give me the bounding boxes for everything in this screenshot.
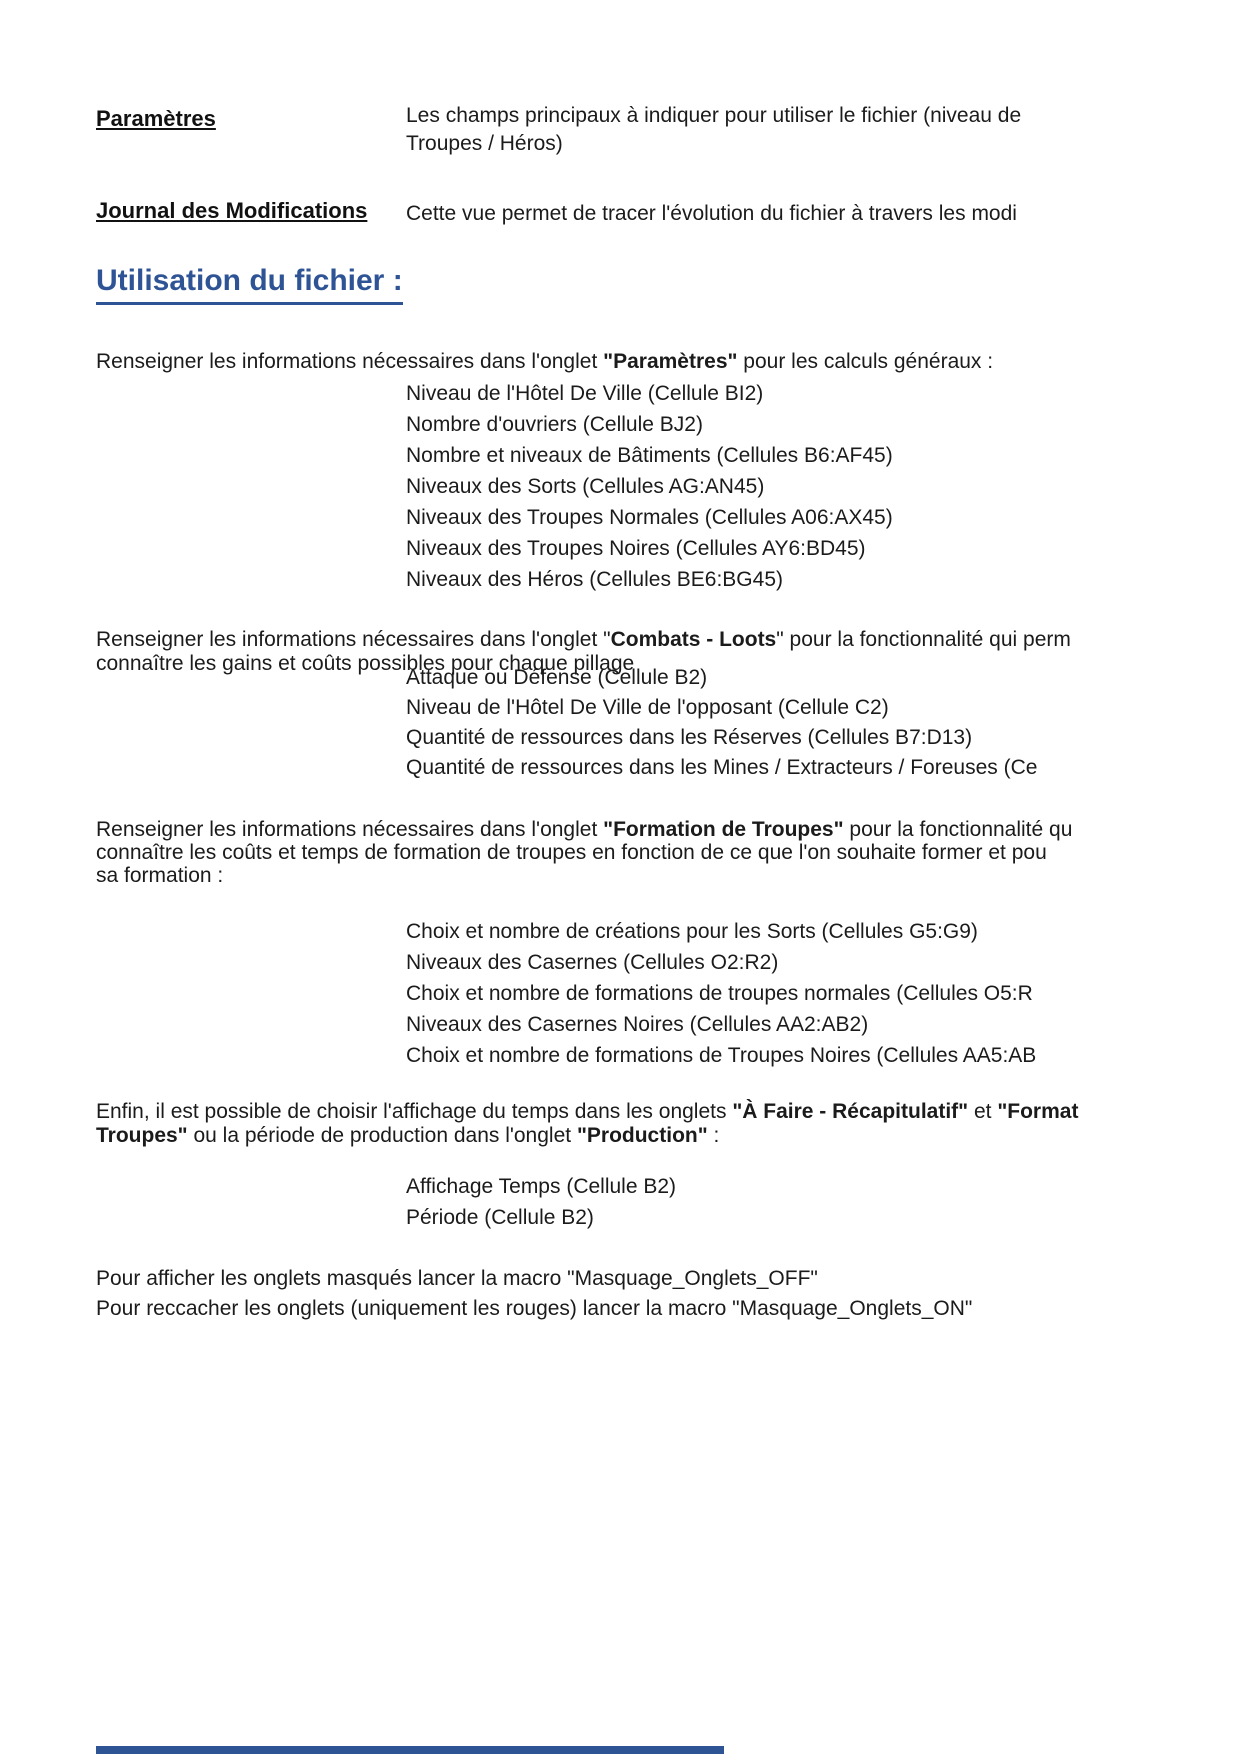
paragraph-formation-troupes	[96, 818, 1072, 887]
list-item: Quantité de ressources dans les Réserves (Cellules B7:D13)	[406, 726, 973, 749]
section-heading-wrap	[96, 262, 403, 305]
list-item: Nombre et niveaux de Bâtiments (Cellules B6:AF45)	[406, 444, 893, 467]
description-line: Les champs principaux à indiquer pour utiliser le fichier (niveau de	[406, 104, 1022, 127]
description-parametres	[406, 102, 1021, 158]
list-item: Niveaux des Casernes (Cellules O2:R2)	[406, 951, 779, 974]
paragraph-line-clipped: connaître les gains et coûts possibles pour chaque pillage	[96, 652, 635, 675]
list-item: Niveaux des Héros (Cellules BE6:BG45)	[406, 568, 783, 591]
paragraph-line: Renseigner les informations nécessaires dans l'onglet "Paramètres" pour les calculs généraux :	[96, 350, 994, 373]
paragraph-line: Troupes" ou la période de production dans l'onglet "Production" :	[96, 1124, 720, 1147]
list-item: Niveaux des Troupes Noires (Cellules AY6:BD45)	[406, 537, 866, 560]
list-item: Niveaux des Troupes Normales (Cellules A06:AX45)	[406, 506, 893, 529]
list-item: Quantité de ressources dans les Mines / Extracteurs / Foreuses (Ce	[406, 756, 1038, 779]
paragraph-line: connaître les coûts et temps de formation de troupes en fonction de ce que l'on souhaite former et pou	[96, 841, 1047, 864]
section-heading: Utilisation du fichier :	[96, 262, 403, 305]
list-combats-loots	[406, 663, 1037, 783]
list-item: Choix et nombre de créations pour les Sorts (Cellules G5:G9)	[406, 920, 978, 943]
paragraph-line: Enfin, il est possible de choisir l'affichage du temps dans les onglets "À Faire - Récapitulatif" et "Format	[96, 1100, 1079, 1123]
paragraph-combats-loots	[96, 628, 1071, 675]
list-item: Niveaux des Sorts (Cellules AG:AN45)	[406, 475, 765, 498]
paragraph-line: sa formation :	[96, 864, 224, 887]
description-line: Troupes / Héros)	[406, 132, 563, 155]
description-line: Cette vue permet de tracer l'évolution du fichier à travers les modi	[406, 202, 1017, 225]
macro-line: Pour reccacher les onglets (uniquement les rouges) lancer la macro "Masquage_Onglets_ON"	[96, 1297, 973, 1320]
list-item: Nombre d'ouvriers (Cellule BJ2)	[406, 413, 703, 436]
list-item: Attaque ou Défense (Cellule B2)	[406, 666, 708, 689]
list-item: Niveaux des Casernes Noires (Cellules AA2:AB2)	[406, 1013, 869, 1036]
macro-instructions	[96, 1264, 972, 1324]
paragraph-line: Renseigner les informations nécessaires dans l'onglet "Formation de Troupes" pour la fonctionnalité qu	[96, 818, 1073, 841]
list-item: Choix et nombre de formations de troupes normales (Cellules O5:R	[406, 982, 1033, 1005]
paragraph-line: Renseigner les informations nécessaires dans l'onglet "Combats - Loots" pour la fonctionnalité qui perm	[96, 628, 1071, 651]
list-item: Niveau de l'Hôtel De Ville de l'opposant (Cellule C2)	[406, 696, 889, 719]
macro-line: Pour afficher les onglets masqués lancer la macro "Masquage_Onglets_OFF"	[96, 1267, 818, 1290]
term-parametres: Paramètres	[96, 106, 216, 131]
list-parametres	[406, 378, 893, 595]
list-item: Affichage Temps (Cellule B2)	[406, 1175, 677, 1198]
list-affichage	[406, 1171, 676, 1233]
paragraph-affichage-temps	[96, 1100, 1078, 1148]
paragraph-parametres	[96, 350, 993, 374]
list-item: Niveau de l'Hôtel De Ville (Cellule BI2)	[406, 382, 764, 405]
list-item: Choix et nombre de formations de Troupes Noires (Cellules AA5:AB	[406, 1044, 1037, 1067]
list-formation-troupes	[406, 916, 1036, 1071]
list-item: Période (Cellule B2)	[406, 1206, 594, 1229]
clipped-table-header-edge	[96, 1746, 724, 1754]
term-journal-modifications: Journal des Modifications	[96, 198, 368, 223]
description-journal	[406, 200, 1017, 228]
